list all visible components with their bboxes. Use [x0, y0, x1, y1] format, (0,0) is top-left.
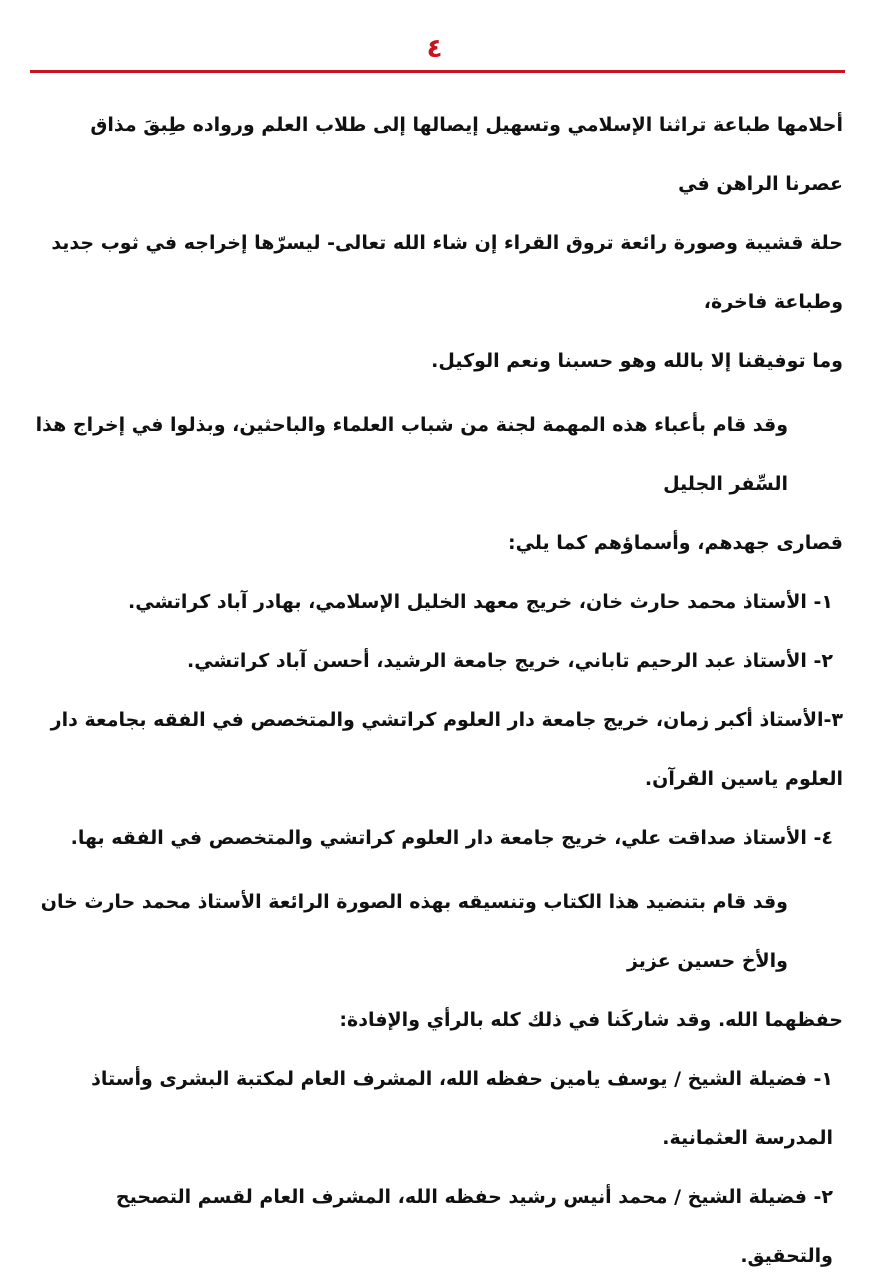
paragraph-1-line-1: أحلامها طباعة تراثنا الإسلامي وتسهيل إيصالها إلى طلاب العلم ورواده طِبقَ مذاق عصرنا الراهن في [90, 114, 843, 195]
committee-item-2: ٢- الأستاذ عبد الرحيم تاباني، خريج جامعة الرشيد، أحسن آباد كراتشي. [186, 650, 833, 672]
paragraph-3-line-1: وقد قام بتنضيد هذا الكتاب وتنسيقه بهذه الصورة الرائعة الأستاذ محمد حارث خان والأخ حسين عزيز [40, 891, 788, 972]
paragraph-1-line-3: وما توفيقنا إلا بالله وهو حسبنا ونعم الوكيل. [431, 350, 843, 372]
advisor-item-2: ٢- فضيلة الشيخ / محمد أنيس رشيد حفظه الله، المشرف العام لقسم التصحيح والتحقيق. [115, 1186, 833, 1267]
paragraph-1-line-2: حلة قشيبة وصورة رائعة تروق القراء إن شاء الله تعالى- ليسرّها إخراجه في ثوب جديد وطباعة فاخرة، [51, 232, 843, 313]
blank-page-region [0, 880, 869, 1231]
committee-item-4: ٤- الأستاذ صداقت علي، خريج جامعة دار العلوم كراتشي والمتخصص في الفقه بها. [70, 827, 833, 849]
header-rule [30, 70, 845, 73]
advisor-item-1: ١- فضيلة الشيخ / يوسف يامين حفظه الله، المشرف العام لمكتبة البشرى وأستاذ المدرسة العثمانية. [91, 1068, 833, 1149]
committee-item-3: ٣-الأستاذ أكبر زمان، خريج جامعة دار العلوم كراتشي والمتخصص في الفقه بجامعة دار العلوم ياسين القرآن. [50, 709, 843, 790]
paragraph-3-line-2: حفظهما الله. وقد شاركَنا في ذلك كله بالرأي والإفادة: [339, 1009, 843, 1031]
page-number: ٤ [426, 34, 443, 64]
committee-item-1: ١- الأستاذ محمد حارث خان، خريج معهد الخليل الإسلامي، بهادر آباد كراتشي. [128, 591, 833, 613]
paragraph-2-line-2: قصارى جهدهم، وأسماؤهم كما يلي: [507, 532, 843, 554]
paragraph-2-line-1: وقد قام بأعباء هذه المهمة لجنة من شباب العلماء والباحثين، وبذلوا في إخراج هذا السِّفر الجليل [35, 414, 788, 495]
